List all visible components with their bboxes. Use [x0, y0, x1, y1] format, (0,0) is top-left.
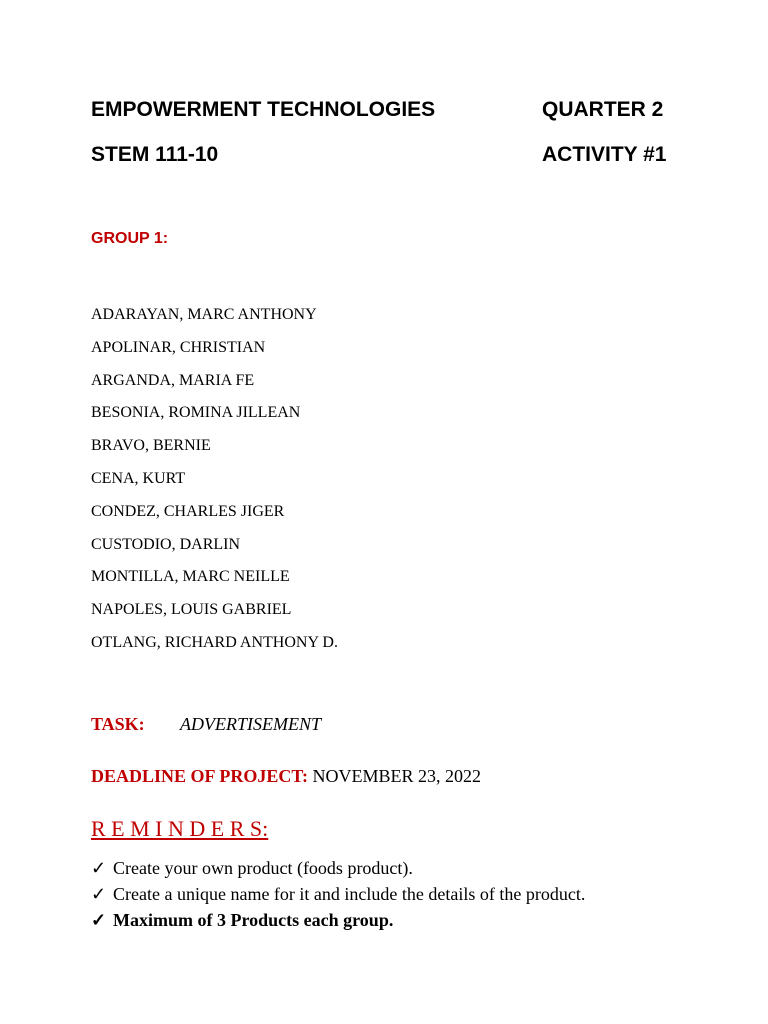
- member-item: MONTILLA, MARC NEILLE: [91, 568, 290, 586]
- reminders-title: R E M I N D E R S:: [91, 816, 269, 841]
- checkmark-icon: ✓: [91, 858, 107, 878]
- deadline-value: NOVEMBER 23, 2022: [312, 766, 482, 786]
- subject-title: EMPOWERMENT TECHNOLOGIES: [91, 98, 436, 121]
- reminder-text: Maximum of 3 Products each group.: [113, 910, 394, 930]
- member-item: OTLANG, RICHARD ANTHONY D.: [91, 633, 338, 651]
- reminder-text: Create a unique name for it and include the details of the product.: [113, 884, 586, 904]
- checkmark-icon: ✓: [91, 884, 107, 904]
- member-item: CONDEZ, CHARLES JIGER: [91, 502, 285, 520]
- quarter-label: QUARTER 2: [542, 98, 664, 121]
- deadline-label: DEADLINE OF PROJECT:: [91, 766, 309, 786]
- member-item: ARGANDA, MARIA FE: [91, 371, 255, 389]
- member-item: ADARAYAN, MARC ANTHONY: [91, 306, 317, 323]
- reminders-list: [91, 855, 585, 933]
- member-item: APOLINAR, CHRISTIAN: [91, 338, 266, 356]
- member-item: NAPOLES, LOUIS GABRIEL: [91, 601, 292, 619]
- group-label: GROUP 1:: [91, 230, 169, 247]
- reminder-item: [91, 907, 585, 933]
- reminder-item: [91, 855, 585, 881]
- deadline-row: [91, 765, 481, 787]
- activity-label: ACTIVITY #1: [542, 143, 667, 166]
- checkmark-icon: ✓: [91, 910, 107, 930]
- section-label: STEM 111-10: [91, 143, 219, 166]
- task-label: TASK:: [91, 714, 145, 734]
- member-item: CENA, KURT: [91, 469, 186, 487]
- task-value: ADVERTISEMENT: [180, 714, 321, 734]
- reminder-item: [91, 881, 585, 907]
- member-item: BRAVO, BERNIE: [91, 437, 211, 455]
- member-list: [91, 305, 338, 666]
- task-row: [91, 713, 145, 735]
- member-item: CUSTODIO, DARLIN: [91, 535, 241, 553]
- reminder-text: Create your own product (foods product).: [113, 858, 413, 878]
- member-item: BESONIA, ROMINA JILLEAN: [91, 404, 301, 422]
